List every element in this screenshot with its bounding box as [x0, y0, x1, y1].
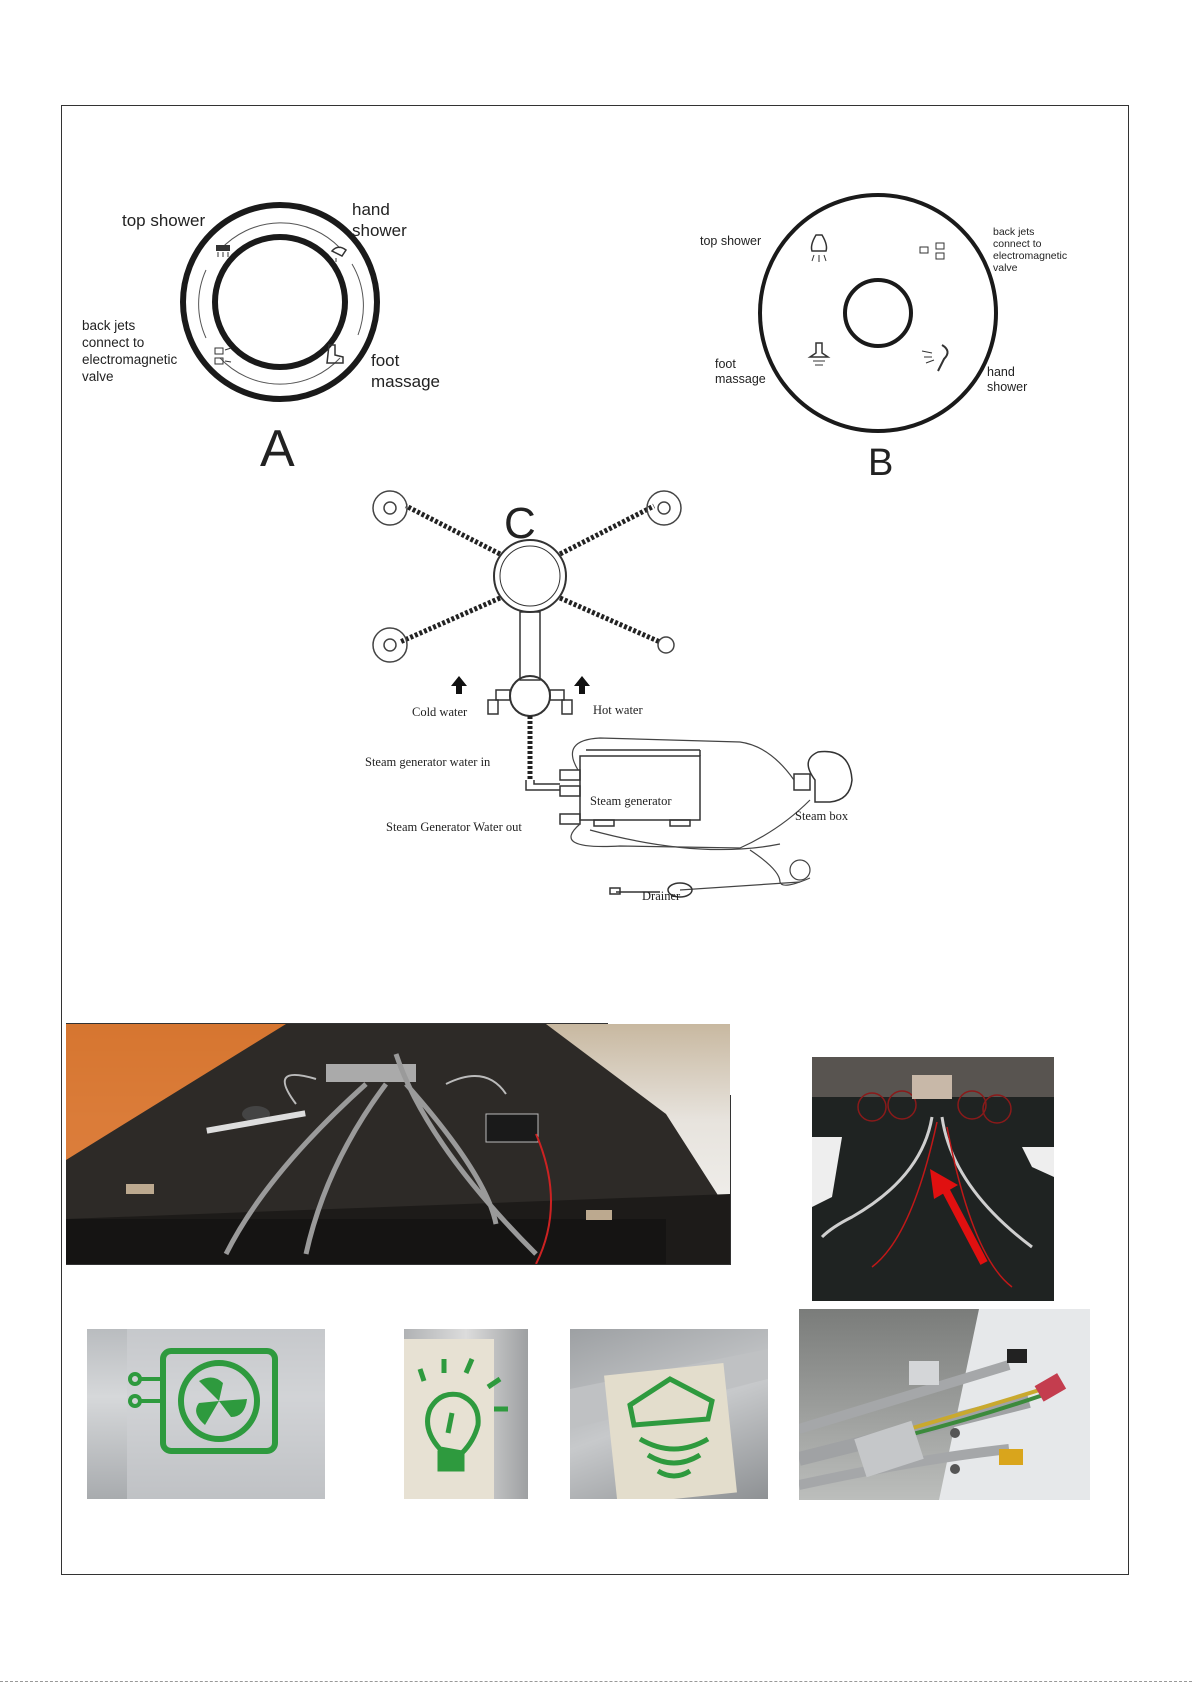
label-cold-water: Cold water [412, 705, 468, 719]
label-drainer: Drainer [642, 889, 681, 903]
roof-top-photo [66, 1024, 730, 1264]
tag-speaker-photo [570, 1329, 768, 1499]
label-foot-massage-1: foot [715, 357, 736, 371]
foot-massage-icon [327, 345, 343, 363]
hand-shower-icon [332, 247, 346, 262]
label-back-jets-2: connect to [993, 238, 1042, 250]
photo-rule-bottom [66, 1264, 731, 1265]
diagram-a-letter: A [260, 420, 295, 478]
diagram-b-letter: B [868, 442, 894, 484]
label-steam-in: Steam generator water in [365, 755, 491, 769]
steam-generator-box [560, 750, 700, 826]
inlet-fittings [488, 690, 572, 714]
label-hand-shower-1: hand [987, 365, 1015, 379]
photo-rule-right [730, 1095, 731, 1265]
hoses [571, 738, 810, 890]
shower-head-icon [216, 245, 230, 257]
label-back-jets-4: valve [993, 262, 1018, 274]
label-foot-massage-2: massage [371, 372, 440, 391]
label-back-jets-4: valve [82, 369, 114, 384]
dial-inner-ring [215, 237, 345, 367]
distribution-hub-inner [500, 546, 560, 606]
tag-light-photo [404, 1329, 528, 1499]
page-bottom-rule [0, 1681, 1192, 1682]
label-steam-box: Steam box [795, 809, 849, 823]
label-back-jets-1: back jets [82, 318, 136, 333]
distribution-hub [494, 540, 566, 612]
cable-connectors-photo [799, 1309, 1090, 1500]
label-hand-shower-1: hand [352, 200, 390, 219]
label-top-shower: top shower [700, 234, 762, 248]
foot-massage-icon [810, 343, 828, 365]
label-hand-shower-2: shower [352, 221, 407, 240]
roof-arrow-photo [812, 1057, 1054, 1301]
label-hand-shower-2: shower [987, 380, 1028, 394]
diagram-a [60, 190, 480, 480]
back-jets-icon [920, 243, 944, 259]
tag-fan-photo [87, 1329, 325, 1499]
back-jets-icon [215, 348, 231, 364]
diagram-c-letter: C [504, 499, 536, 548]
label-back-jets-3: electromagnetic [993, 250, 1068, 262]
label-foot-massage-2: massage [715, 372, 766, 386]
label-foot-massage-1: foot [371, 351, 400, 370]
diagram-c [360, 490, 880, 910]
label-steam-generator: Steam generator [590, 794, 672, 808]
label-back-jets-2: connect to [82, 335, 145, 350]
dial-inner-ring [845, 280, 911, 346]
diagram-b [690, 195, 1090, 485]
vertical-pipe [520, 612, 540, 680]
label-back-jets-1: back jets [993, 226, 1035, 238]
steam-box [794, 752, 852, 802]
label-back-jets-3: electromagnetic [82, 352, 178, 367]
label-hot-water: Hot water [593, 703, 643, 717]
label-top-shower: top shower [122, 211, 206, 230]
label-steam-out: Steam Generator Water out [386, 820, 522, 834]
mixing-valve [510, 676, 550, 716]
steam-pipe-elbow [526, 780, 560, 790]
shower-head-icon [812, 235, 827, 262]
dial-outer-ring [760, 195, 996, 431]
hand-shower-icon [922, 345, 948, 371]
photo-rule-top [66, 1023, 608, 1024]
